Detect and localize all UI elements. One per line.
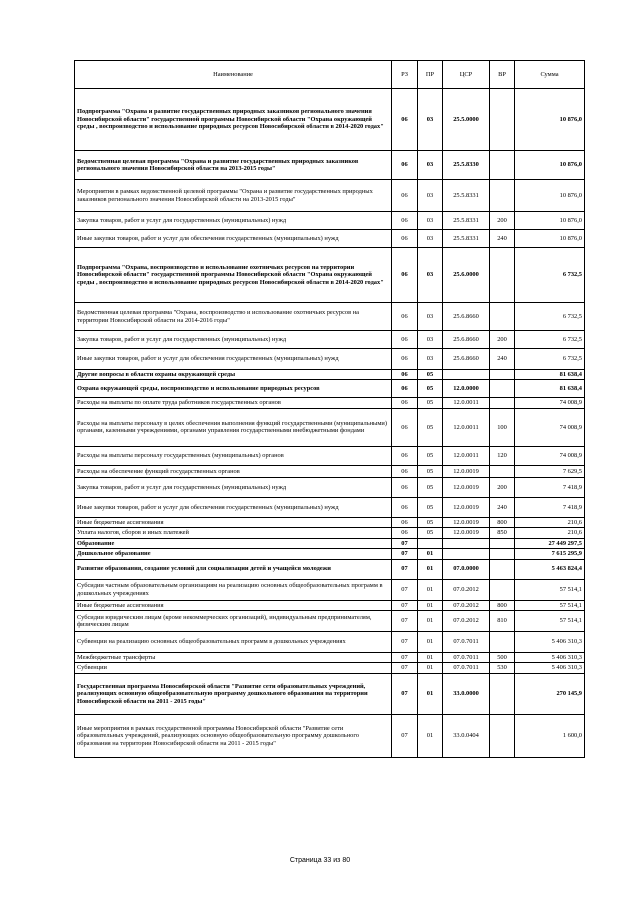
cell-sum: 210,6: [515, 528, 585, 538]
table-row: [75, 600, 585, 610]
cell-vr: 800: [490, 600, 515, 610]
table-row: [75, 151, 585, 180]
table-row: [75, 610, 585, 631]
cell-sum: 210,6: [515, 517, 585, 527]
cell-csr: 25.5.8330: [443, 151, 490, 180]
cell-vr: 120: [490, 446, 515, 465]
cell-sum: 1 600,0: [515, 714, 585, 757]
cell-rz: 07: [392, 559, 418, 579]
cell-csr: 25.6.8660: [443, 349, 490, 370]
cell-rz: 07: [392, 610, 418, 631]
cell-pr: 03: [418, 212, 443, 230]
cell-sum: 10 876,0: [515, 151, 585, 180]
cell-sum: 5 406 310,3: [515, 663, 585, 673]
cell-rz: 07: [392, 673, 418, 714]
cell-pr: 03: [418, 331, 443, 349]
cell-vr: [490, 180, 515, 212]
table-row: [75, 714, 585, 757]
cell-rz: 07: [392, 631, 418, 652]
cell-vr: 850: [490, 528, 515, 538]
table-row: [75, 180, 585, 212]
cell-name: Подпрограмма "Охрана и развитие государственных природных заказников регионального значения Новосибирской области" государственной программы Новосибирской области "Охрана окружающей среды , воспроизводство и использование природных ресурсов Новосибирской области в 2014-2020 годах": [75, 89, 392, 151]
cell-vr: 240: [490, 230, 515, 248]
cell-csr: 25.6.8660: [443, 303, 490, 331]
cell-rz: 06: [392, 497, 418, 517]
cell-sum: 7 418,9: [515, 477, 585, 497]
cell-pr: 01: [418, 610, 443, 631]
cell-name: Иные бюджетные ассигнования: [75, 517, 392, 527]
cell-csr: [443, 538, 490, 548]
cell-csr: 07.0.2012: [443, 579, 490, 600]
cell-name: Расходы на выплаты персоналу государственных (муниципальных) органов: [75, 446, 392, 465]
cell-pr: 01: [418, 600, 443, 610]
cell-vr: 500: [490, 652, 515, 662]
cell-sum: 81 638,4: [515, 380, 585, 398]
cell-rz: 07: [392, 579, 418, 600]
cell-sum: 6 732,5: [515, 349, 585, 370]
cell-name: Иные закупки товаров, работ и услуг для обеспечения государственных (муниципальных) нужд: [75, 349, 392, 370]
table-row: [75, 549, 585, 559]
cell-csr: 12.0.0011: [443, 446, 490, 465]
cell-pr: 03: [418, 248, 443, 303]
cell-pr: 03: [418, 89, 443, 151]
cell-vr: 240: [490, 349, 515, 370]
table-row: [75, 230, 585, 248]
cell-csr: 07.0.7011: [443, 663, 490, 673]
cell-vr: 200: [490, 477, 515, 497]
cell-csr: 25.5.8331: [443, 180, 490, 212]
cell-csr: 07.0.2012: [443, 600, 490, 610]
cell-name: Подпрограмма "Охрана, воспроизводство и использование охотничьих ресурсов на территории Новосибирской области" государственной программы Новосибирской области "Охрана окружающей среды , воспроизводство и использование природных ресурсов Новосибирской области в 2014-2020 годах": [75, 248, 392, 303]
cell-vr: [490, 579, 515, 600]
cell-sum: 5 406 310,3: [515, 631, 585, 652]
cell-name: Дошкольное образование: [75, 549, 392, 559]
cell-vr: 200: [490, 331, 515, 349]
cell-csr: 33.0.0404: [443, 714, 490, 757]
cell-rz: 06: [392, 465, 418, 477]
cell-rz: 06: [392, 180, 418, 212]
cell-pr: 01: [418, 559, 443, 579]
cell-csr: 25.5.8331: [443, 230, 490, 248]
cell-name: Уплата налогов, сборов и иных платежей: [75, 528, 392, 538]
cell-sum: 7 615 295,9: [515, 549, 585, 559]
cell-sum: 57 514,1: [515, 579, 585, 600]
cell-csr: 25.5.0000: [443, 89, 490, 151]
cell-vr: [490, 559, 515, 579]
cell-vr: [490, 538, 515, 548]
cell-name: Ведомственная целевая программа "Охрана и развитие государственных природных заказников регионального значения Новосибирской области на 2013-2015 годы": [75, 151, 392, 180]
cell-sum: 5 463 824,4: [515, 559, 585, 579]
cell-sum: 5 406 310,3: [515, 652, 585, 662]
cell-vr: 530: [490, 663, 515, 673]
table-row: [75, 398, 585, 408]
cell-pr: 01: [418, 549, 443, 559]
cell-pr: 05: [418, 528, 443, 538]
cell-name: Охрана окружающей среды, воспроизводство и использование природных ресурсов: [75, 380, 392, 398]
table-row: [75, 212, 585, 230]
cell-sum: 6 732,5: [515, 331, 585, 349]
cell-vr: [490, 303, 515, 331]
cell-rz: 07: [392, 714, 418, 757]
cell-csr: 33.0.0000: [443, 673, 490, 714]
header-sum: Сумма: [515, 61, 585, 89]
table-row: [75, 446, 585, 465]
table-row: [75, 538, 585, 548]
cell-rz: 06: [392, 248, 418, 303]
cell-vr: 100: [490, 408, 515, 446]
cell-rz: 06: [392, 408, 418, 446]
cell-rz: 06: [392, 349, 418, 370]
cell-name: Государственная программа Новосибирской области "Развитие сети образовательных учреждений, реализующих основную общеобразовательную программу дошкольного образования на территории Новосибирской области на 2011 - 2015 годы": [75, 673, 392, 714]
cell-vr: [490, 398, 515, 408]
cell-csr: 12.0.0019: [443, 477, 490, 497]
cell-rz: 06: [392, 230, 418, 248]
cell-rz: 06: [392, 477, 418, 497]
cell-rz: 06: [392, 331, 418, 349]
cell-name: Ведомственная целевая программа "Охрана, воспроизводство и использование охотничьих ресурсов на территории Новосибирской области на 2014-2016 годы": [75, 303, 392, 331]
cell-csr: [443, 549, 490, 559]
cell-name: Расходы на выплаты персоналу в целях обеспечения выполнения функций государственными (муниципальными) органами, казенными учреждениями, органами управления государственными внебюджетными фондами: [75, 408, 392, 446]
cell-name: Закупка товаров, работ и услуг для государственных (муниципальных) нужд: [75, 212, 392, 230]
table-row: [75, 248, 585, 303]
cell-pr: 05: [418, 517, 443, 527]
cell-vr: [490, 370, 515, 380]
cell-vr: [490, 631, 515, 652]
cell-rz: 07: [392, 600, 418, 610]
cell-pr: 03: [418, 230, 443, 248]
table-row: [75, 331, 585, 349]
header-csr: ЦСР: [443, 61, 490, 89]
cell-vr: [490, 89, 515, 151]
cell-csr: 12.0.0019: [443, 517, 490, 527]
cell-rz: 06: [392, 446, 418, 465]
cell-pr: 03: [418, 349, 443, 370]
cell-csr: 12.0.0019: [443, 528, 490, 538]
cell-pr: 05: [418, 398, 443, 408]
cell-pr: 01: [418, 663, 443, 673]
cell-csr: 07.0.7011: [443, 652, 490, 662]
cell-rz: 07: [392, 652, 418, 662]
cell-pr: 05: [418, 497, 443, 517]
table-row: [75, 579, 585, 600]
cell-vr: 200: [490, 212, 515, 230]
cell-csr: 07.0.0000: [443, 559, 490, 579]
cell-csr: 12.0.0019: [443, 497, 490, 517]
cell-pr: 01: [418, 673, 443, 714]
cell-name: Закупка товаров, работ и услуг для государственных (муниципальных) нужд: [75, 477, 392, 497]
cell-vr: [490, 673, 515, 714]
header-name: Наименование: [75, 61, 392, 89]
cell-sum: 10 876,0: [515, 230, 585, 248]
table-row: [75, 303, 585, 331]
table-row: [75, 89, 585, 151]
cell-name: Образование: [75, 538, 392, 548]
cell-sum: 7 629,5: [515, 465, 585, 477]
table-row: [75, 528, 585, 538]
cell-name: Субвенции на реализацию основных общеобразовательных программ в дошкольных учреждениях: [75, 631, 392, 652]
cell-name: Закупка товаров, работ и услуг для государственных (муниципальных) нужд: [75, 331, 392, 349]
table-row: [75, 380, 585, 398]
cell-rz: 07: [392, 538, 418, 548]
cell-name: Субвенции: [75, 663, 392, 673]
cell-name: Расходы на обеспечение функций государственных органов: [75, 465, 392, 477]
header-rz: РЗ: [392, 61, 418, 89]
cell-rz: 06: [392, 151, 418, 180]
cell-pr: 03: [418, 151, 443, 180]
cell-vr: 800: [490, 517, 515, 527]
cell-pr: 01: [418, 579, 443, 600]
cell-rz: 06: [392, 303, 418, 331]
cell-name: Другие вопросы в области охраны окружающей среды: [75, 370, 392, 380]
cell-name: Иные закупки товаров, работ и услуг для обеспечения государственных (муниципальных) нужд: [75, 497, 392, 517]
cell-sum: 6 732,5: [515, 248, 585, 303]
cell-rz: 06: [392, 370, 418, 380]
table-row: [75, 663, 585, 673]
page-number: Страница 33 из 80: [289, 857, 351, 864]
cell-vr: [490, 248, 515, 303]
table-row: [75, 631, 585, 652]
cell-vr: 240: [490, 497, 515, 517]
cell-pr: 05: [418, 370, 443, 380]
document-page: [74, 60, 584, 758]
cell-name: Субсидии частным образовательным организациям на реализацию основных общеобразовательных программ в дошкольных учреждениях: [75, 579, 392, 600]
cell-rz: 06: [392, 528, 418, 538]
cell-csr: 25.6.0000: [443, 248, 490, 303]
cell-pr: 05: [418, 380, 443, 398]
cell-sum: 81 638,4: [515, 370, 585, 380]
table-row: [75, 652, 585, 662]
cell-sum: 27 449 297,5: [515, 538, 585, 548]
cell-rz: 06: [392, 517, 418, 527]
cell-sum: 10 876,0: [515, 180, 585, 212]
cell-csr: 25.6.8660: [443, 331, 490, 349]
table-row: [75, 559, 585, 579]
cell-csr: 12.0.0019: [443, 465, 490, 477]
cell-vr: [490, 380, 515, 398]
cell-csr: 07.0.7011: [443, 631, 490, 652]
header-vr: ВР: [490, 61, 515, 89]
cell-pr: 01: [418, 714, 443, 757]
cell-sum: 10 876,0: [515, 212, 585, 230]
cell-rz: 06: [392, 398, 418, 408]
table-row: [75, 477, 585, 497]
cell-sum: 57 514,1: [515, 610, 585, 631]
table-row: [75, 370, 585, 380]
cell-pr: 05: [418, 408, 443, 446]
cell-csr: 25.5.8331: [443, 212, 490, 230]
cell-vr: [490, 465, 515, 477]
cell-csr: 07.0.2012: [443, 610, 490, 631]
cell-name: Расходы на выплаты по оплате труда работников государственных органов: [75, 398, 392, 408]
cell-sum: 7 418,9: [515, 497, 585, 517]
cell-pr: 03: [418, 303, 443, 331]
cell-csr: [443, 370, 490, 380]
cell-name: Иные бюджетные ассигнования: [75, 600, 392, 610]
cell-name: Субсидии юридическим лицам (кроме некоммерческих организаций), индивидуальным предпринимателям, физическим лицам: [75, 610, 392, 631]
cell-vr: [490, 151, 515, 180]
cell-sum: 270 145,9: [515, 673, 585, 714]
table-row: [75, 465, 585, 477]
cell-sum: 6 732,5: [515, 303, 585, 331]
cell-rz: 07: [392, 549, 418, 559]
cell-sum: 74 008,9: [515, 398, 585, 408]
cell-pr: 05: [418, 446, 443, 465]
cell-rz: 06: [392, 212, 418, 230]
cell-name: Иные закупки товаров, работ и услуг для обеспечения государственных (муниципальных) нужд: [75, 230, 392, 248]
cell-pr: 01: [418, 631, 443, 652]
cell-sum: 10 876,0: [515, 89, 585, 151]
cell-name: Межбюджетные трансферты: [75, 652, 392, 662]
cell-name: Развитие образования, создание условий для социализации детей и учащейся молодежи: [75, 559, 392, 579]
budget-table: [74, 60, 585, 758]
cell-csr: 12.0.0000: [443, 380, 490, 398]
cell-vr: [490, 714, 515, 757]
header-row: [75, 61, 585, 89]
cell-pr: 01: [418, 652, 443, 662]
cell-vr: [490, 549, 515, 559]
cell-sum: 74 008,9: [515, 446, 585, 465]
cell-csr: 12.0.0011: [443, 398, 490, 408]
cell-name: Мероприятия в рамках ведомственной целевой программы "Охрана и развитие государственных природных заказников регионального значения Новосибирской области на 2013-2015 годы": [75, 180, 392, 212]
cell-name: Иные мероприятия в рамках государственной программы Новосибирской области "Развитие сети образовательных учреждений, реализующих основную общеобразовательную программу дошкольного образования на территории Новосибирской области на 2011 - 2015 годы": [75, 714, 392, 757]
table-row: [75, 349, 585, 370]
table-row: [75, 408, 585, 446]
table-row: [75, 497, 585, 517]
cell-sum: 57 514,1: [515, 600, 585, 610]
cell-vr: 810: [490, 610, 515, 631]
header-pr: ПР: [418, 61, 443, 89]
cell-rz: 07: [392, 663, 418, 673]
cell-rz: 06: [392, 380, 418, 398]
cell-sum: 74 008,9: [515, 408, 585, 446]
cell-pr: 03: [418, 180, 443, 212]
cell-rz: 06: [392, 89, 418, 151]
table-row: [75, 517, 585, 527]
cell-pr: 05: [418, 465, 443, 477]
cell-csr: 12.0.0011: [443, 408, 490, 446]
cell-pr: [418, 538, 443, 548]
cell-pr: 05: [418, 477, 443, 497]
table-row: [75, 673, 585, 714]
